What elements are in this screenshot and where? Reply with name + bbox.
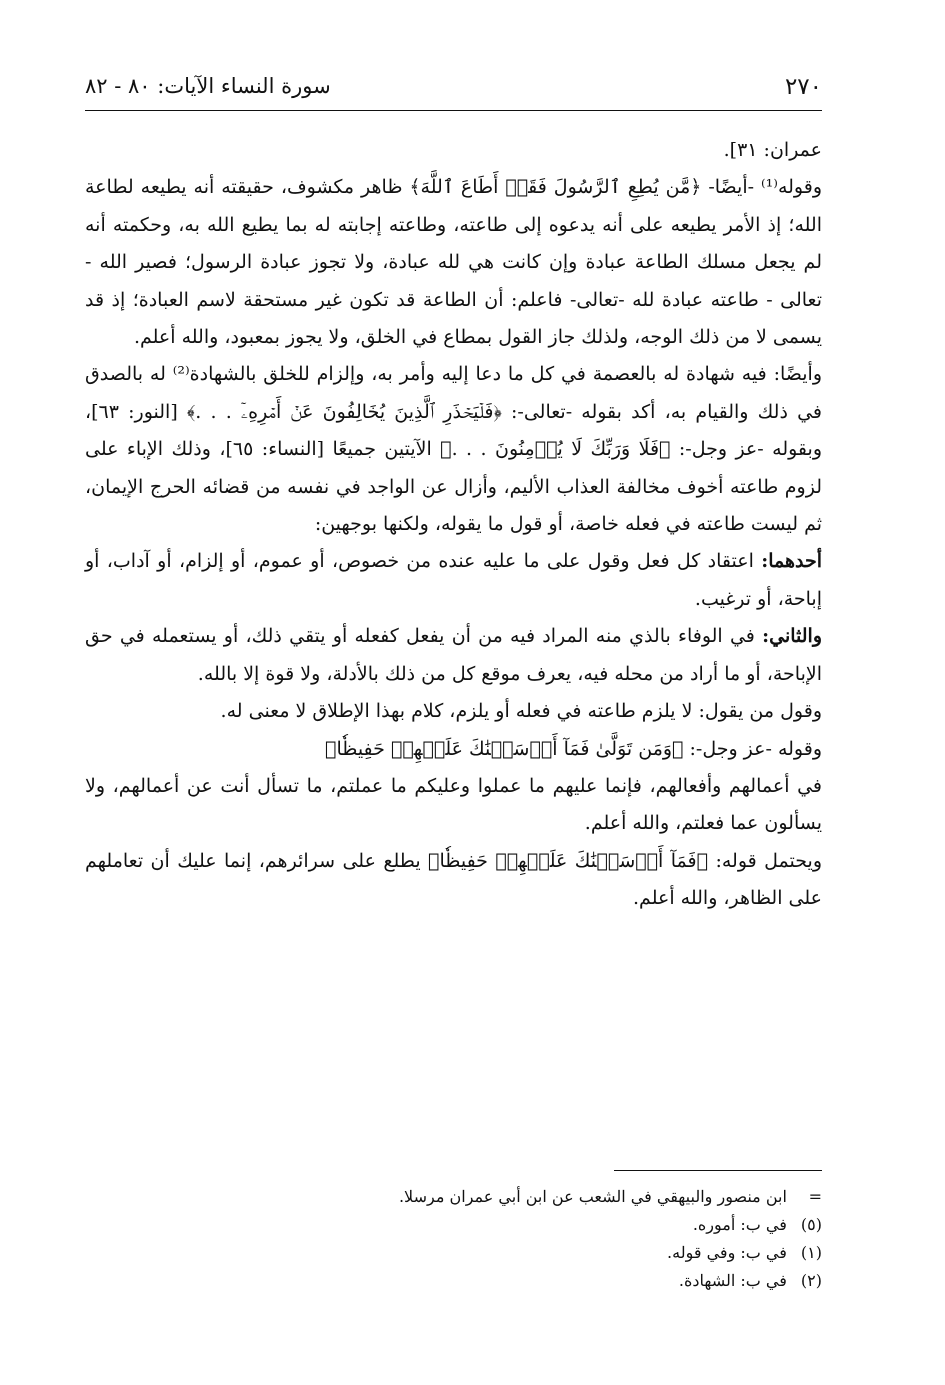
paragraph-3 [85,543,822,618]
footnote-marker: (١) [800,1243,822,1262]
paragraph-3-lead: أحدهما: [761,550,822,573]
paragraph-7: في أعمالهم وأفعالهم، فإنما عليهم ما عملوا وعليكم ما عملتم، ما تسأل أنت عن أعمالهم، ولا يسألون عما فعلتم، والله أعلم. [85,774,822,835]
footnote-text: في ب: الشهادة. [678,1271,787,1290]
paragraph-3-text: اعتقاد كل فعل وقول على ما عليه عنده من خصوص، أو عموم، أو إلزام، أو آداب، أو إباحة، أو ترغيب. [85,550,822,610]
footnote-text: في ب: أموره. [692,1215,787,1234]
page-number: ٢٧٠ [784,74,822,100]
paragraph-8: ويحتمل قوله: ﴿فَمَآ أَرۡسَلۡنَٰكَ عَلَيۡهِمۡ حَفِيظٗا﴾ يطلع على سرائرهم، إنما عليك أن تعاملهم على الظاهر، والله أعلم. [85,849,822,910]
paragraph-6: وقوله -عز وجل-: ﴿وَمَن تَوَلَّىٰ فَمَآ أَرۡسَلۡنَٰكَ عَلَيۡهِمۡ حَفِيظٗا﴾ [325,737,822,760]
footnote-marker: (٢) [800,1271,822,1290]
footnote-separator [614,1170,822,1171]
footnotes [85,1183,822,1295]
footnote-text: ابن منصور والبيهقي في الشعب عن ابن أبي عمران مرسلا. [398,1187,787,1206]
paragraph-2: وأيضًا: فيه شهادة له بالعصمة في كل ما دعا إليه وأمر به، وإلزام للخلق بالشهادة⁽²⁾ له بالصدق في ذلك والقيام به، أكد بقوله -تعالى-: ﴿فَلۡيَحۡذَرِ ٱلَّذِينَ يُخَالِفُونَ عَنۡ أَمۡرِهِۦٓ . . .﴾ [النور: ٦٣]، وبقوله -عز وجل-: ﴿فَلَا وَرَبِّكَ لَا يُؤۡمِنُونَ . . .﴾ الآيتين جميعًا [النساء: ٦٥]، وذلك الإباء على لزوم طاعته أخوف مخالفة العذاب الأليم، وأزال عن الواجد في نفسه من قضائه الحرج الإيمان، ثم ليست طاعته في فعله خاصة، أو قول ما يقوله، ولكنها بوجهين: [85,363,823,536]
paragraph-0: عمران: ٣١]. [723,139,822,161]
footnote-marker: = [808,1187,822,1206]
paragraph-5: وقول من يقول: لا يلزم طاعته في فعله أو يلزم، كلام بهذا الإطلاق لا معنى له. [220,700,822,723]
main-text [85,132,822,918]
paragraph-4-lead: والثاني: [762,625,822,648]
paragraph-4 [85,618,822,693]
page-header [85,70,822,111]
footnote-text: في ب: وفي قوله. [667,1243,787,1262]
footnote-item [85,1183,822,1211]
footnote-marker: (٥) [800,1215,822,1234]
paragraph-4-text: في الوفاء بالذي منه المراد فيه من أن يفعل كفعله أو يتقي ذلك، أو يستعمله في حق الإباحة، أو ما أراد من محله فيه، يعرف موقع كل من ذلك بالأدلة، ولا قوة إلا بالله. [85,625,822,685]
footnote-item [85,1211,822,1239]
footnote-item [85,1239,822,1267]
footnote-item [85,1267,822,1295]
paragraph-1: وقوله⁽¹⁾ -أيضًا- ﴿مَّن يُطِعِ ٱلرَّسُولَ فَقَدۡ أَطَاعَ ٱللَّهَ﴾ ظاهر مكشوف، حقيقته أنه يطيعه لطاعة الله؛ إذ الأمر يطيعه على أنه يدعوه إلى طاعته، وطاعته إجابته له بما يطيع الله به، وحكمته أنه لم يجعل مسلك الطاعة عبادة وإن كانت هي لله عبادة، ولا تجوز عبادة الرسول؛ فصير الله - تعالى - طاعته عبادة لله -تعالى- فاعلم: أن الطاعة قد تكون غير مستحقة لاسم العبادة؛ إذ قد يسمى لا من ذلك الوجه، ولذلك جاز القول بمطاع في الخلق، ولا يجوز بمعبود، والله أعلم. [85,176,822,349]
running-title: سورة النساء الآيات: ٨٠ - ٨٢ [85,74,331,98]
